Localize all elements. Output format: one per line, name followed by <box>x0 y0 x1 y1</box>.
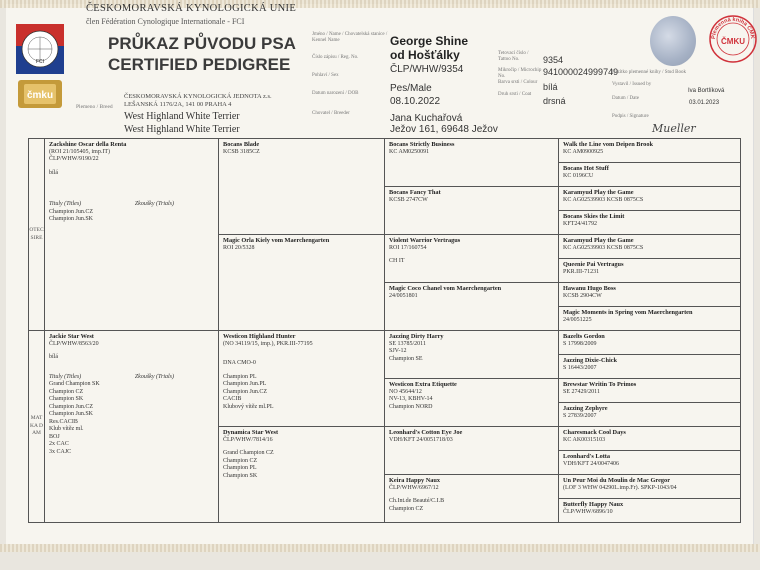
dsd-reg: NO 45644/12 <box>389 388 422 395</box>
g4-reg: KC AM0900925 <box>563 148 604 155</box>
dam-sire-cell <box>219 331 385 427</box>
ddd-name: Keira Happy Naux <box>389 477 441 484</box>
g4-name: Magic Moments in Spring vom Maerchengarten <box>563 309 693 316</box>
svg-text:čmku: čmku <box>26 90 54 101</box>
ddd-reg: ČLP/WHW/6967/12 <box>389 484 439 491</box>
sds-extra: CH IT <box>389 258 405 265</box>
dsd-name: Westicon Extra Etiquette <box>389 381 457 388</box>
dam-title: Grand Champion SK <box>49 381 100 388</box>
sds-reg: ROI 17/160754 <box>389 244 427 251</box>
g4-cell <box>559 403 741 427</box>
g4-reg: S 16443/2007 <box>563 364 597 371</box>
ds-title: Champion PL <box>223 373 257 380</box>
studbook-label: Razítko plemenné knihy / Stud Book <box>612 70 687 75</box>
ssd-reg: KCSB 2747CW <box>389 196 428 203</box>
sire-colour: bílá <box>49 169 58 176</box>
dss-cell <box>385 331 559 379</box>
g4-name: Charesmack Cool Days <box>563 429 626 436</box>
breeder-name: Jana Kuchařová <box>390 113 463 124</box>
dss-name: Jazzing Dirty Harry <box>389 333 444 340</box>
g4-name: Jazzing Dixie-Chick <box>563 357 618 364</box>
dam-name: Jackie Star West <box>49 333 94 340</box>
dsd-extra: Champion NORD <box>389 403 433 410</box>
ds-title: Champion Jun.CZ <box>223 388 268 395</box>
g4-cell <box>559 259 741 283</box>
dog-name-line2: od Hošťálky <box>390 48 460 63</box>
dam-title: Klub vítěz ml. <box>49 426 84 433</box>
g4-cell <box>559 499 741 523</box>
g4-name: Queenie Pai Vertragus <box>563 261 624 268</box>
ddd-cell <box>385 475 559 523</box>
chip-value: 941000024999749 <box>543 67 619 77</box>
dd-title: Champion PL <box>223 465 257 472</box>
g4-cell <box>559 283 741 307</box>
club-address: LEŠANSKÁ 1176/2A, 141 00 PRAHA 4 <box>124 101 232 108</box>
issued-by-value: Iva Bortlíková <box>688 88 725 94</box>
chip-label: Mikročip / Microchip No. <box>498 68 542 79</box>
issue-date: 03.01.2023 <box>689 100 720 106</box>
dam-title: Champion Jun.SK <box>49 411 94 418</box>
ddd-extra: Ch.Int.de Beauté/C.I.B <box>389 498 445 505</box>
dam-cell <box>45 331 219 523</box>
reg-label: Číslo zápisu / Reg. No. <box>312 55 359 60</box>
dd-title: Champion SK <box>223 472 258 479</box>
studbook-seal <box>650 16 696 66</box>
sex-value: Pes/Male <box>390 83 432 94</box>
reg-number: ČLP/WHW/9354 <box>390 64 464 75</box>
g4-reg: S 17998/2009 <box>563 340 597 347</box>
dds-cell <box>385 427 559 475</box>
g4-cell <box>559 355 741 379</box>
g4-reg: KCSB 2904CW <box>563 292 602 299</box>
dam-title: BOJ <box>49 433 60 440</box>
sire-trials-label: Zkoušky (Trials) <box>134 201 174 208</box>
dog-name-line1: George Shine <box>390 34 469 48</box>
g4-reg: (LOF 3 WHW 04290L.imp.Fr). SPKP-1043/04 <box>563 484 677 491</box>
dss-extra: Champion SE <box>389 355 423 362</box>
dd-name: Dynamica Star West <box>223 429 279 436</box>
g4-name: Hawanu Hugo Boss <box>563 285 616 292</box>
g4-name: Bocans Skies the Limit <box>563 213 625 220</box>
dam-reg: ČLP/WHW/8563/20 <box>49 340 99 347</box>
breed-english: West Highland White Terrier <box>124 124 240 135</box>
sss-reg: KC AM0250091 <box>389 148 430 155</box>
g4-cell <box>559 187 741 211</box>
sire-cell <box>45 139 219 331</box>
breed-label: Plemeno / Breed <box>76 104 113 110</box>
g4-reg: PKR.III-71231 <box>563 268 600 275</box>
dss-extra: SJV-12 <box>389 348 407 355</box>
dam-title: Champion SK <box>49 396 84 403</box>
ssd-cell <box>385 187 559 235</box>
g4-name: Butterfly Happy Naux <box>563 501 624 508</box>
breeder-address: Ježov 161, 69648 Ježov <box>390 124 498 135</box>
ds-title: Champion Jun.PL <box>223 381 267 388</box>
fci-cmku-logo <box>14 22 66 110</box>
dob-value: 08.10.2022 <box>390 96 441 107</box>
g4-reg: S 27839/2007 <box>563 412 597 419</box>
dd-reg: ČLP/WHW/7814/16 <box>223 436 273 443</box>
sd-reg: ROI 20/5328 <box>223 244 255 251</box>
g4-name: Brewstar Writin To Primos <box>563 381 637 388</box>
dss-reg: SE 13785/2011 <box>389 340 426 347</box>
dob-label: Datum narození / DOB <box>312 91 359 96</box>
sire-reg2: ČLP/WHW/9190/22 <box>49 156 99 163</box>
dam-title: Champion Jun.CZ <box>49 403 94 410</box>
g4-cell <box>559 379 741 403</box>
coat-label: Druh srsti / Coat <box>498 92 532 97</box>
g4-reg: 24/0051225 <box>563 316 592 323</box>
dam-trials-label: Zkoušky (Trials) <box>134 373 174 380</box>
sire-titles-label: Tituly (Titles) <box>49 201 82 208</box>
ds-title: CACIB <box>223 396 242 403</box>
org-name: ČESKOMORAVSKÁ KYNOLOGICKÁ UNIE <box>86 3 297 14</box>
g4-cell <box>559 451 741 475</box>
sss-cell <box>385 139 559 187</box>
title-english: CERTIFIED PEDIGREE <box>108 55 291 74</box>
sire-title: Champion Jun.SK <box>49 216 94 223</box>
g4-reg: VDH/KFT 24/0047406 <box>563 460 620 467</box>
sss-name: Bocans Strictly Business <box>389 141 455 148</box>
g4-reg: KFT24/41792 <box>563 220 598 227</box>
ssd-name: Bocans Fancy That <box>389 189 441 196</box>
dd-title: Grand Champion CZ <box>223 450 274 457</box>
g4-cell <box>559 475 741 499</box>
dam-colour: bílá <box>49 354 58 361</box>
g4-name: Walk the Line vom Deipen Brook <box>563 141 653 148</box>
dam-title: 2x CAC <box>49 441 69 448</box>
g4-reg: KC AG02539903 KCSB 0875CS <box>563 196 644 203</box>
g4-reg: KC AK00315103 <box>563 436 606 443</box>
sire-title: Champion Jun.CZ <box>49 208 94 215</box>
sdd-cell <box>385 283 559 331</box>
ds-reg: (NO 34119/15, imp.), PKR.III-77195 <box>223 340 313 347</box>
g4-cell <box>559 139 741 163</box>
dam-side-label: MATKA DAM <box>29 331 45 523</box>
org-membership: člen Fédération Cynologique Internationale - FCI <box>86 17 245 26</box>
svg-text:ČMKU: ČMKU <box>721 37 745 46</box>
sex-label: Pohlaví / Sex <box>312 73 339 78</box>
sire-reg: (ROI 21/105405, imp.IT) <box>49 148 110 155</box>
svg-text:Plemenná kniha ČMKU: Plemenná kniha ČMK <box>710 16 756 40</box>
dsd-extra: NV-13, KBHV-14 <box>389 396 433 403</box>
breeder-label: Chovatel / Breeder <box>312 111 350 116</box>
pedigree-table <box>28 138 741 523</box>
dam-title: Champion CZ <box>49 388 84 395</box>
g4-reg: ČLP/WHW/6896/10 <box>563 508 613 515</box>
g4-cell <box>559 427 741 451</box>
ds-name: Westicon Highland Hunter <box>223 333 296 340</box>
club-name: ČESKOMORAVSKÁ KYNOLOGICKÁ JEDNOTA z.s. <box>124 93 272 100</box>
sdd-reg: 24/0051801 <box>389 292 418 299</box>
title-czech: PRŮKAZ PŮVODU PSA <box>108 34 296 53</box>
sds-cell <box>385 235 559 283</box>
colour-label: Barva srsti / Colour <box>498 80 538 85</box>
g4-cell <box>559 163 741 187</box>
dds-reg: VDH/KFT 24/0051718/03 <box>389 436 453 443</box>
signature-label: Podpis / Signature <box>612 114 649 119</box>
g4-cell <box>559 331 741 355</box>
g4-name: Bocans Hot Stuff <box>563 165 609 172</box>
coat-value: drsná <box>543 96 566 106</box>
g4-cell <box>559 211 741 235</box>
ds-title: Klubový vítěz ml.PL <box>223 403 274 410</box>
sire-dam-cell <box>219 235 385 331</box>
g4-reg: KC 0196CU <box>563 172 594 179</box>
g4-name: Un Peur Moi du Moulin de Mac Gregor <box>563 477 670 484</box>
signature: Mueller <box>652 122 696 135</box>
sdd-name: Magic Coco Chanel vom Maerchengarten <box>389 285 502 292</box>
g4-name: Bazelts Gordon <box>563 333 605 340</box>
ss-reg: KCSB 3185CZ <box>223 148 260 155</box>
ddd-extra: Champion CZ <box>389 505 424 512</box>
g4-name: Karamyud Play the Game <box>563 237 634 244</box>
g4-cell <box>559 307 741 331</box>
breed-czech: West Highland White Terrier <box>124 111 240 122</box>
g4-reg: KC AG02539903 KCSB 0875CS <box>563 244 644 251</box>
sd-name: Magic Orla Kiely vom Maerchengarten <box>223 237 330 244</box>
date-label: Datum / Date <box>612 96 639 101</box>
g4-name: Leonhard's Lotta <box>563 453 611 460</box>
issued-by-label: Vystavil / Issued by <box>612 82 652 87</box>
ds-dna: DNA CMO-0 <box>223 360 256 367</box>
dsd-cell <box>385 379 559 427</box>
g4-name: Jazzing Zephyre <box>563 405 608 412</box>
g4-name: Karamyud Play the Game <box>563 189 634 196</box>
tattoo-value: 9354 <box>543 55 564 65</box>
g4-cell <box>559 235 741 259</box>
svg-text:FCI: FCI <box>35 59 45 65</box>
dog-name <box>390 34 468 63</box>
cmku-stamp <box>708 14 758 64</box>
dam-titles-label: Tituly (Titles) <box>49 373 82 380</box>
dam-title: 3x CAJC <box>49 448 72 455</box>
sire-name: Zackshine Oscar della Renta <box>49 141 127 148</box>
bottom-border-stripe <box>0 544 760 552</box>
sire-sire-cell <box>219 139 385 235</box>
dam-title: Res.CACIB <box>49 418 78 425</box>
tattoo-label: Tetovací číslo / Tattoo No. <box>498 51 529 62</box>
sds-name: Violent Warrior Vertragus <box>389 237 461 244</box>
colour-value: bílá <box>543 82 558 92</box>
g4-reg: SE 27429/2011 <box>563 388 600 395</box>
dd-title: Champion CZ <box>223 457 258 464</box>
name-label: Jméno / Name / Chovatelská stanice / Kennel Name <box>312 32 388 43</box>
dam-dam-cell <box>219 427 385 523</box>
dds-name: Leonhard's Cotton Eye Joe <box>389 429 463 436</box>
ss-name: Bocans Blade <box>223 141 260 148</box>
sire-side-label: OTEC SIRE <box>29 139 45 331</box>
